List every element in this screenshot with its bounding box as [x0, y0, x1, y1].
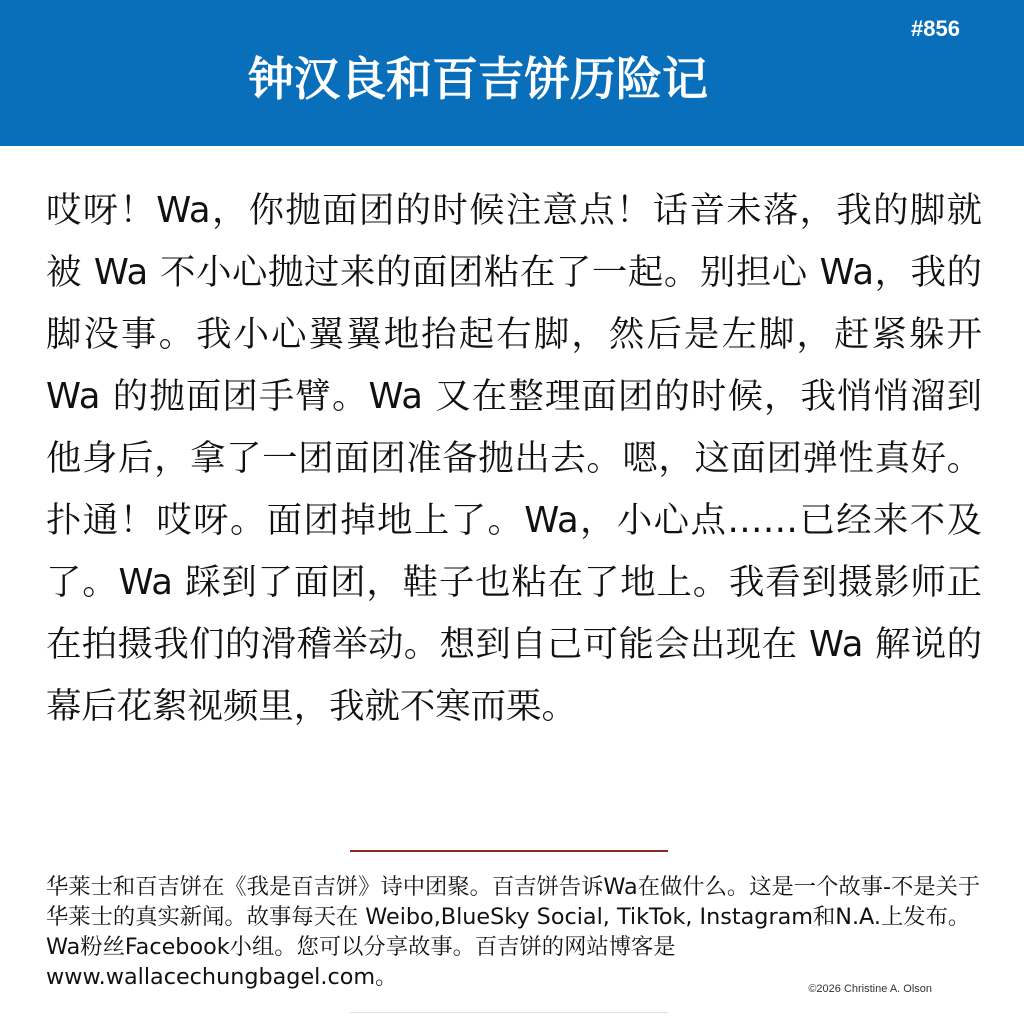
footer-note: 华莱士和百吉饼在《我是百吉饼》诗中团聚。百吉饼告诉Wa在做什么。这是一个故事-不是关于华莱士的真实新闻。故事每天在 Weibo,BlueSky Social, TikTok, Instagram和N.A.上发布。Wa粉丝Facebook小组。您可以分享故事。百吉饼的网站博客是www.wallacechungbagel.com。	[46, 874, 981, 990]
episode-number: #856	[911, 16, 960, 41]
section-divider	[350, 850, 668, 852]
page-title: 钟汉良和百吉饼历险记	[248, 52, 708, 106]
copyright-text: ©2026 Christine A. Olson	[808, 983, 932, 995]
story-text: 哎呀！Wa，你抛面团的时候注意点！话音未落，我的脚就被 Wa 不小心抛过来的面团粘在了一起。别担心 Wa，我的脚没事。我小心翼翼地抬起右脚，然后是左脚，赶紧躲开 Wa 的抛面团手臂。Wa 又在整理面团的时候，我悄悄溜到他身后，拿了一团面团准备抛出去。嗯，这面团弹性真好。扑通！哎呀。面团掉地上了。Wa，小心点……已经来不及了。Wa 踩到了面团，鞋子也粘在了地上。我看到摄影师正在拍摄我们的滑稽举动。想到自己可能会出现在 Wa 解说的幕后花絮视频里，我就不寒而栗。	[46, 190, 982, 727]
bottom-divider	[350, 1012, 668, 1013]
header-banner	[0, 0, 1024, 146]
